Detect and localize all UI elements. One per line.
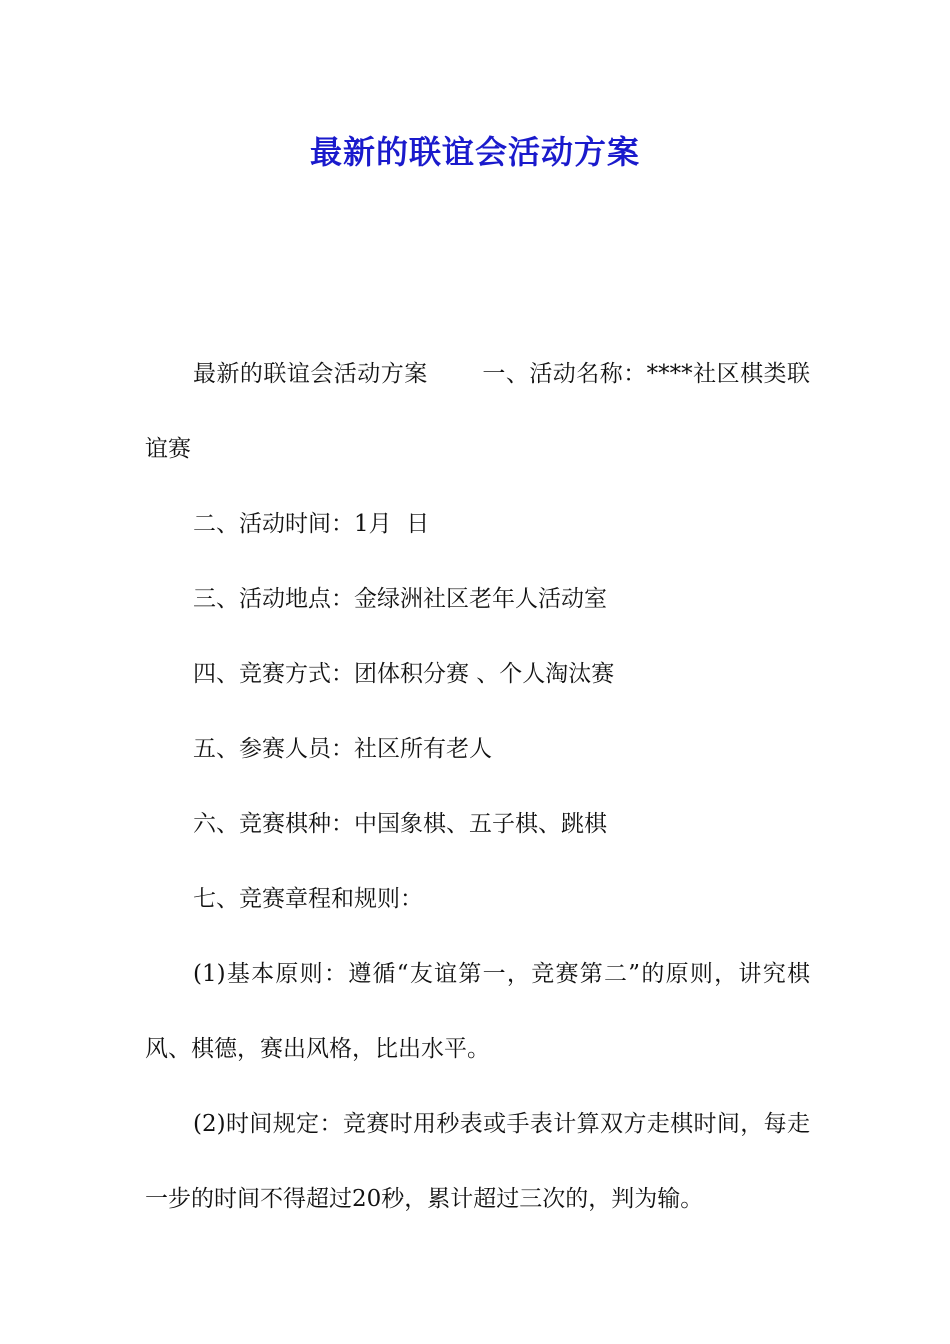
paragraph-intro-activity-name: 最新的联谊会活动方案 一、活动名称：****社区棋类联谊赛	[145, 361, 810, 462]
paragraph-competition-format: 四、竞赛方式：团体积分赛 、个人淘汰赛	[193, 661, 615, 687]
paragraph-participants: 五、参赛人员：社区所有老人	[193, 736, 492, 762]
paragraph-rule-time-limit: (2)时间规定：竞赛时用秒表或手表计算双方走棋时间，每走一步的时间不得超过20秒，累计超过三次的，判为输。	[145, 1111, 810, 1212]
paragraph-activity-time: 二、活动时间：1月 日	[193, 511, 430, 537]
document-body	[145, 337, 810, 1237]
paragraph-activity-location: 三、活动地点：金绿洲社区老年人活动室	[193, 586, 607, 612]
paragraph-chess-types: 六、竞赛棋种：中国象棋、五子棋、跳棋	[193, 811, 607, 837]
paragraph-rules-heading: 七、竞赛章程和规则：	[193, 886, 423, 912]
document-title: 最新的联谊会活动方案	[309, 133, 640, 171]
paragraph-rule-basic-principle: (1)基本原则：遵循“友谊第一，竞赛第二”的原则，讲究棋风、棋德，赛出风格，比出水平。	[145, 961, 810, 1062]
